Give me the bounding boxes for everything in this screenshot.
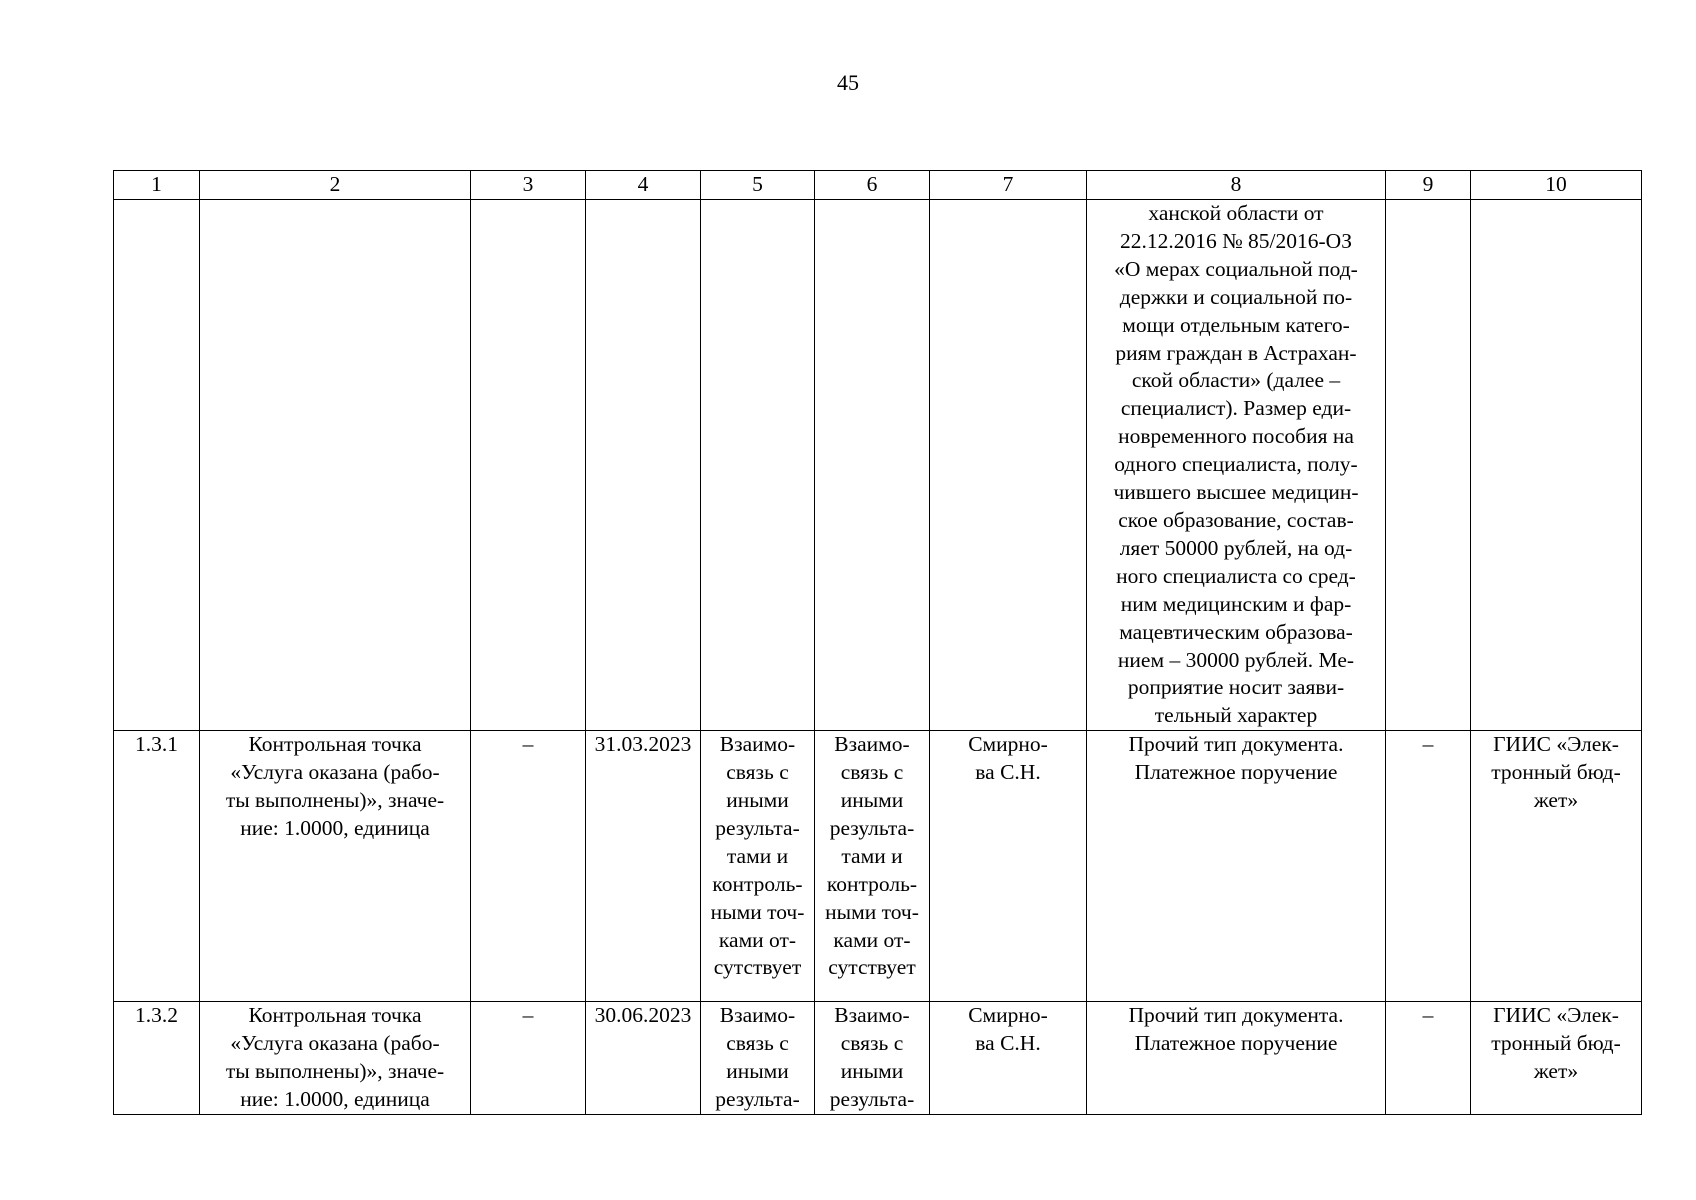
- column-header: 3: [471, 171, 586, 200]
- table-cell: –: [471, 731, 586, 1002]
- table-cell: [114, 1002, 200, 1115]
- table-cell: Взаимо- связь с иными результа-: [815, 1002, 930, 1115]
- table-cell: [930, 1002, 1087, 1115]
- table-cell: Взаимо- связь с иными результа- тами и контроль- ными точ- ками от- сутствует: [701, 731, 815, 1002]
- table-header-row: [114, 171, 1642, 200]
- column-header: 4: [586, 171, 701, 200]
- column-header: 6: [815, 171, 930, 200]
- column-header: 2: [200, 171, 471, 200]
- table-cell: Взаимо- связь с иными результа-: [701, 1002, 815, 1115]
- data-table: [113, 170, 1642, 1115]
- table-cell: –: [1386, 731, 1471, 1002]
- table-cell: [1087, 1002, 1386, 1115]
- table-cell: [200, 200, 471, 731]
- table-cell: [114, 731, 200, 1002]
- responsible-person: Смирно- ва С.Н.: [968, 1003, 1048, 1056]
- document-type: Прочий тип документа. Платежное поручение: [1128, 1003, 1344, 1056]
- responsible-person: Смирно- ва С.Н.: [968, 732, 1048, 785]
- table-cell: [1471, 200, 1642, 731]
- table-row: [114, 1002, 1642, 1115]
- measure-description: ханской области от 22.12.2016 № 85/2016-ОЗ «О мерах социальной под- держки и социальной по- мощи отдельным катего- риям граждан в Астрахан- ской области» (далее – специалист). Размер еди- новременного пособия на одного специалиста, полу- чившего высшее медицин- ское образование, состав- ляет 50000 рублей, на од- ного специалиста со сред- ним медицинским и фар- мацевтическим образова- нием – 30000 рублей. Ме- роприятие носит заяви- тельный характер: [1113, 201, 1359, 728]
- table-cell: [1386, 200, 1471, 731]
- document-type: Прочий тип документа. Платежное поручение: [1128, 732, 1344, 785]
- information-system: ГИИС «Элек- тронный бюд- жет»: [1491, 732, 1621, 813]
- table-cell: Взаимо- связь с иными результа- тами и контроль- ными точ- ками от- сутствует: [815, 731, 930, 1002]
- table-row: [114, 200, 1642, 731]
- table-cell: [586, 1002, 701, 1115]
- table-cell: [114, 200, 200, 731]
- information-system: ГИИС «Элек- тронный бюд- жет»: [1491, 1003, 1621, 1084]
- row-number: 1.3.2: [135, 1003, 178, 1028]
- table-cell: [1471, 1002, 1642, 1115]
- deadline-date: 30.06.2023: [594, 1003, 692, 1028]
- row-number: 1.3.1: [135, 732, 178, 757]
- column-header: 9: [1386, 171, 1471, 200]
- table-cell: [1087, 731, 1386, 1002]
- table-cell: [1471, 731, 1642, 1002]
- table-cell: –: [471, 1002, 586, 1115]
- page-number: 45: [837, 70, 859, 95]
- table-cell: [586, 200, 701, 731]
- table-cell: [586, 731, 701, 1002]
- table-cell: [930, 731, 1087, 1002]
- table-cell: [200, 1002, 471, 1115]
- column-header: 10: [1471, 171, 1642, 200]
- column-header: 1: [114, 171, 200, 200]
- deadline-date: 31.03.2023: [594, 732, 692, 757]
- column-header: 7: [930, 171, 1087, 200]
- table-cell: [930, 200, 1087, 731]
- checkpoint-name: Контрольная точка «Услуга оказана (рабо- ты выполнены)», значе- ние: 1.0000, единица: [225, 1003, 445, 1111]
- table-cell: [1087, 200, 1386, 731]
- table-cell: [471, 200, 586, 731]
- column-header: 8: [1087, 171, 1386, 200]
- table-cell: [200, 731, 471, 1002]
- table-cell: [701, 200, 815, 731]
- checkpoint-name: Контрольная точка «Услуга оказана (рабо- ты выполнены)», значе- ние: 1.0000, единица: [225, 732, 445, 840]
- table-row: [114, 731, 1642, 1002]
- column-header: 5: [701, 171, 815, 200]
- table-cell: –: [1386, 1002, 1471, 1115]
- table-cell: [815, 200, 930, 731]
